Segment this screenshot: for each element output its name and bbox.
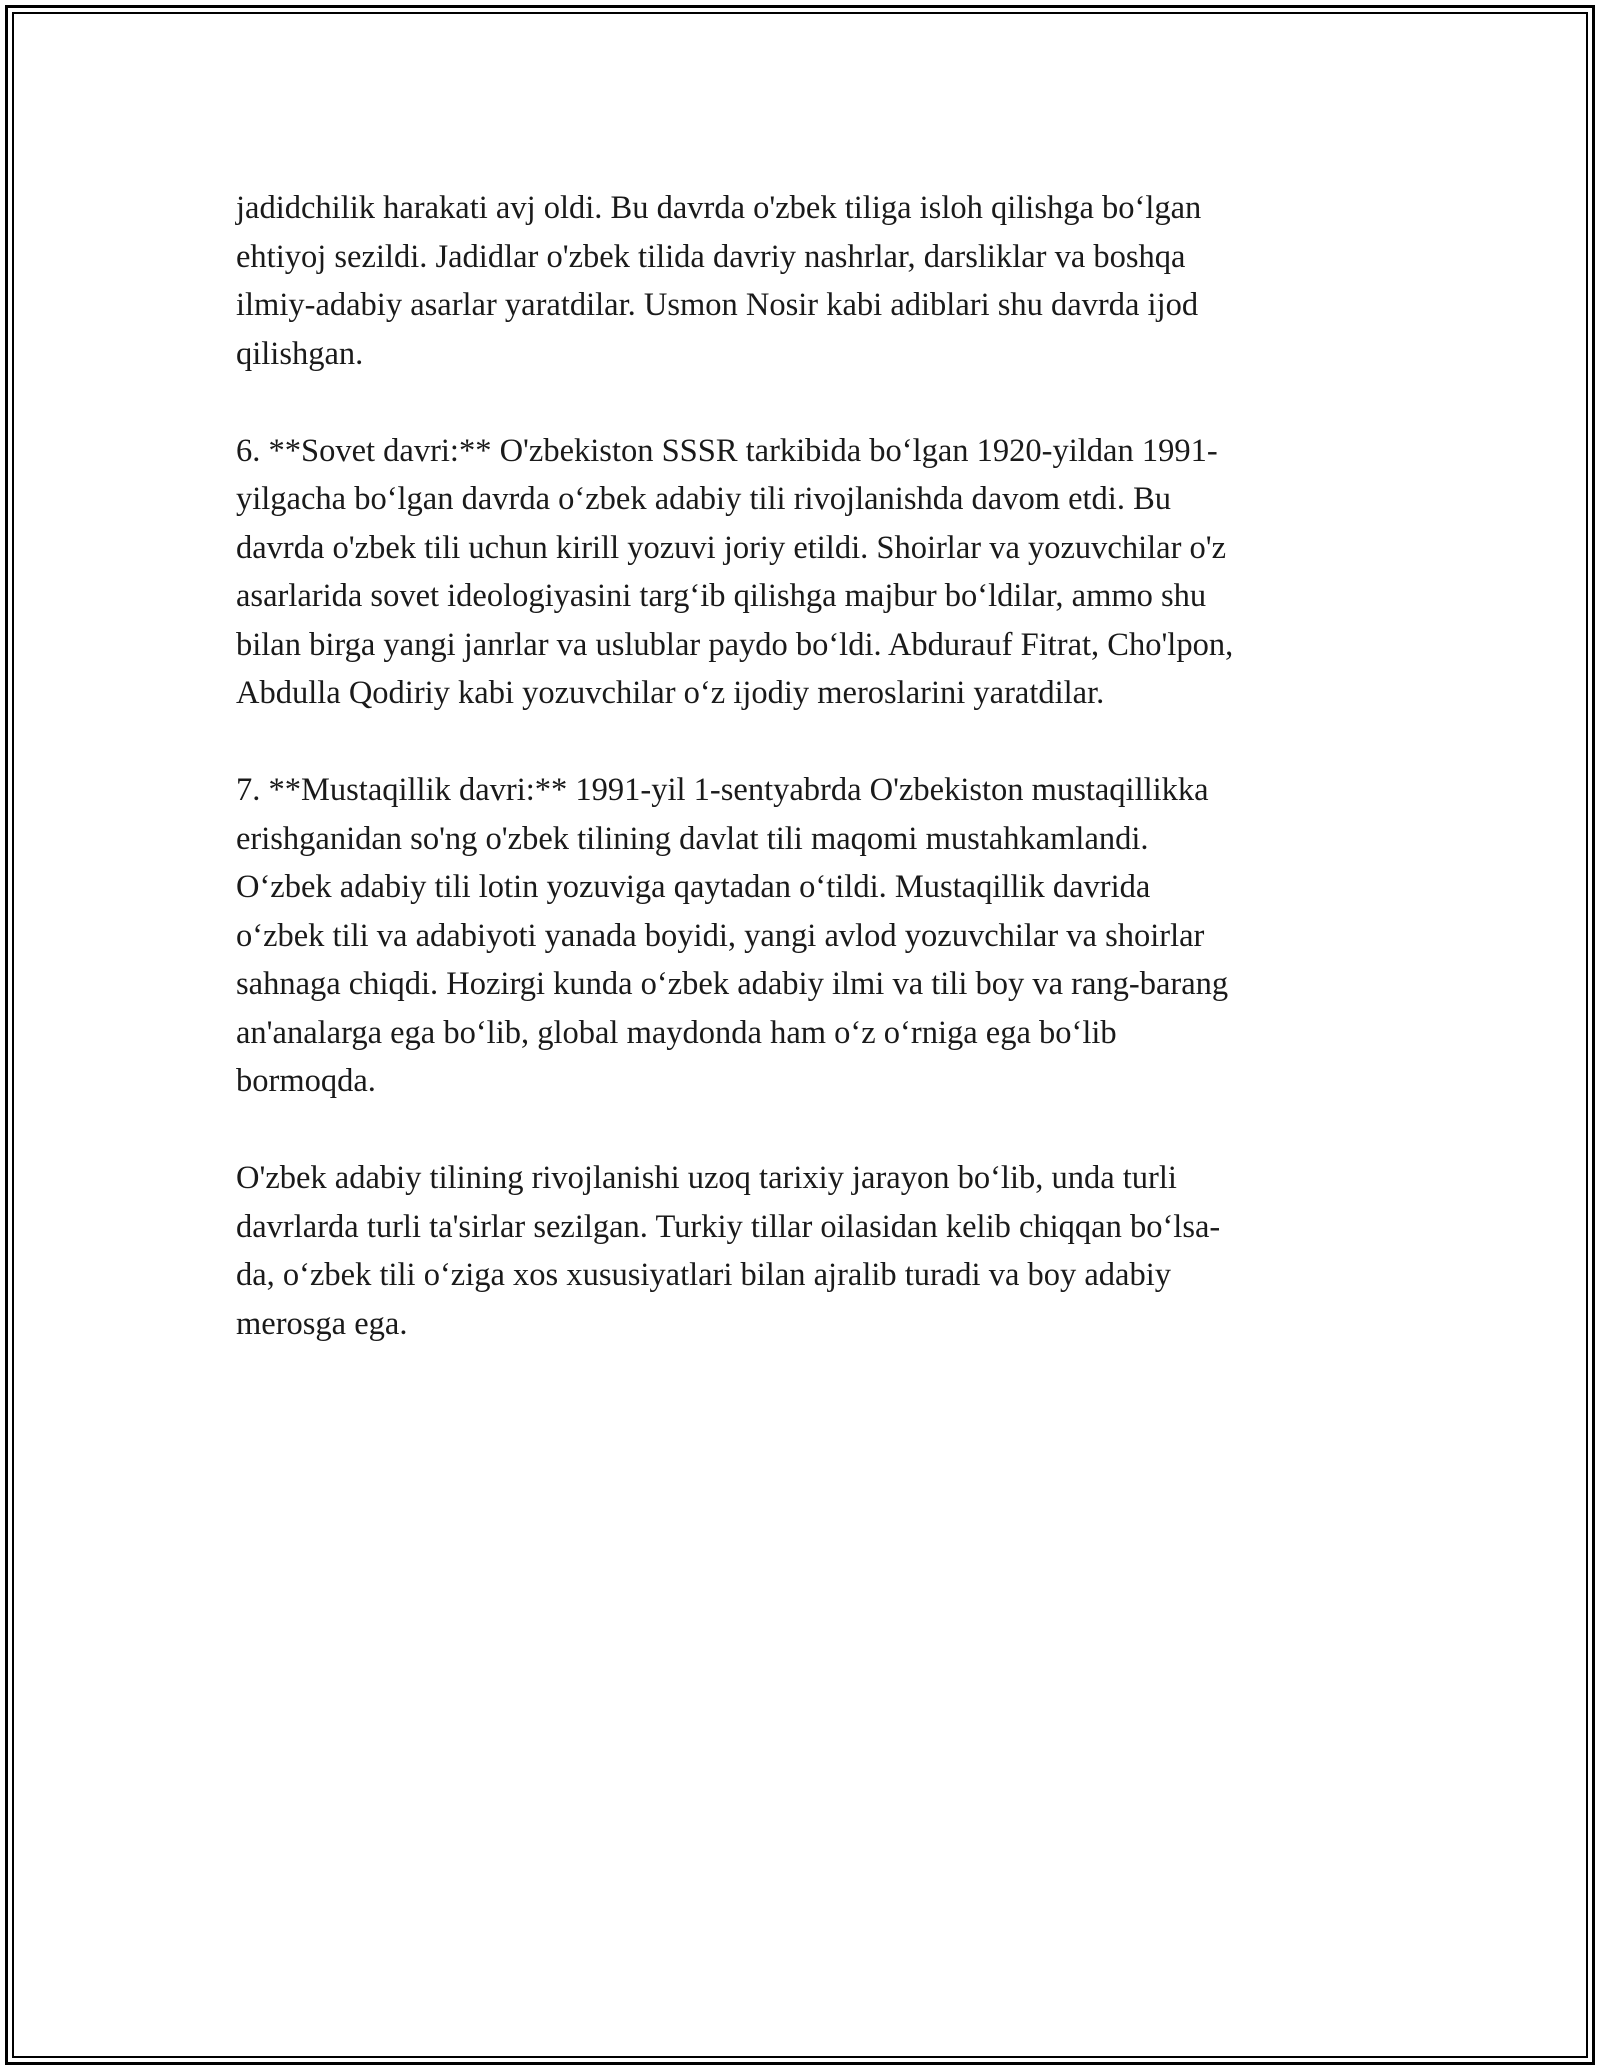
document-body xyxy=(236,184,1366,1397)
paragraph-jadidchilik: jadidchilik harakati avj oldi. Bu davrda o'zbek tiliga isloh qilishga bo‘lgan ehtiyoj sezildi. Jadidlar o'zbek tilida davriy nashrlar, darsliklar va boshqa ilmiy-adabiy asarlar yaratdilar. Usmon Nosir kabi adiblari shu davrda ijod qilishgan. xyxy=(236,190,1202,372)
paragraph-mustaqillik-davri: 7. **Mustaqillik davri:** 1991-yil 1-sentyabrda O'zbekiston mustaqillikka erishganidan so'ng o'zbek tilining davlat tili maqomi mustahkamlandi. O‘zbek adabiy tili lotin yozuviga qaytadan o‘tildi. Mustaqillik davrida o‘zbek tili va adabiyoti yanada boyidi, yangi avlod yozuvchilar va shoirlar sahnaga chiqdi. Hozirgi kunda o‘zbek adabiy ilmi va tili boy va rang-barang an'analarga ega bo‘lib, global maydonda ham o‘z o‘rniga ega bo‘lib bormoqda. xyxy=(236,772,1229,1099)
paragraph-conclusion: O'zbek adabiy tilining rivojlanishi uzoq tarixiy jarayon bo‘lib, unda turli davrlarda turli ta'sirlar sezilgan. Turkiy tillar oilasidan kelib chiqqan bo‘lsa- da, o‘zbek tili o‘ziga xos xususiyatlari bilan ajralib turadi va boy adabiy merosga ega. xyxy=(236,1160,1221,1342)
paragraph-sovet-davri: 6. **Sovet davri:** O'zbekiston SSSR tarkibida bo‘lgan 1920-yildan 1991- yilgacha bo‘lgan davrda o‘zbek adabiy tili rivojlanishda davom etdi. Bu davrda o'zbek tili uchun kirill yozuvi joriy etildi. Shoirlar va yozuvchilar o'z asarlarida sovet ideologiyasini targ‘ib qilishga majbur bo‘ldilar, ammo shu bilan birga yangi janrlar va uslublar paydo bo‘ldi. Abdurauf Fitrat, Cho'lpon, Abdulla Qodiriy kabi yozuvchilar o‘z ijodiy meroslarini yaratdilar. xyxy=(236,432,1234,711)
